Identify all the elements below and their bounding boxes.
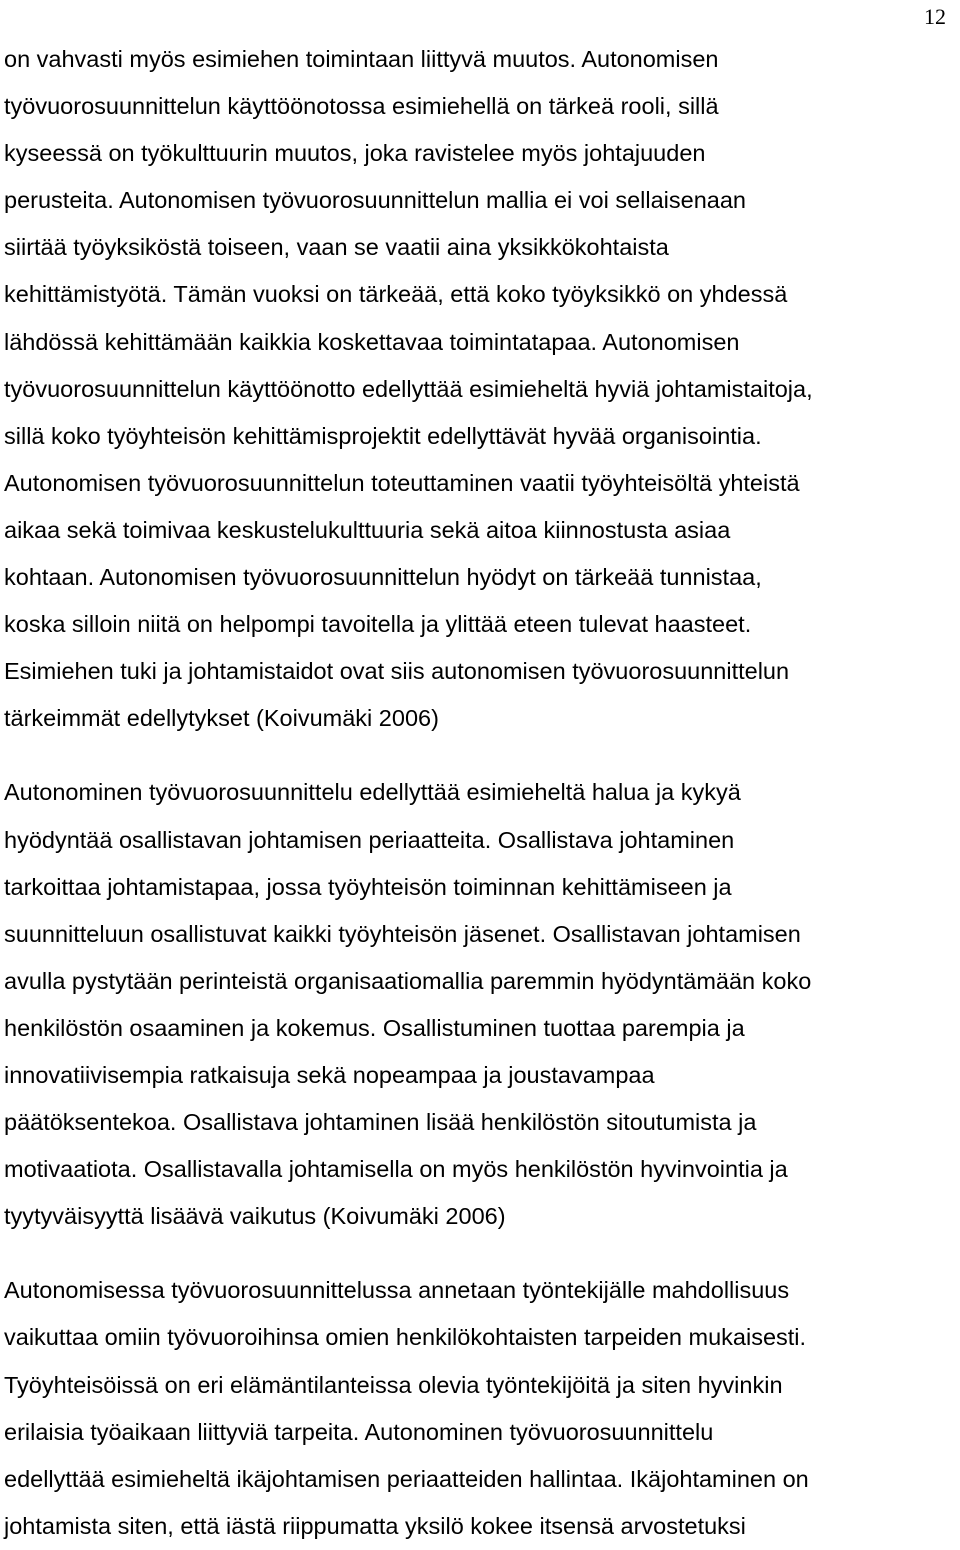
text-line: Työyhteisöissä on eri elämäntilanteissa olevia työntekijöitä ja siten hyvinkin: [4, 1371, 783, 1398]
paragraph-gap: [4, 742, 956, 769]
text-line: hyödyntää osallistavan johtamisen periaatteita. Osallistava johtaminen: [4, 826, 735, 853]
text-line: Esimiehen tuki ja johtamistaidot ovat siis autonomisen työvuorosuunnittelun: [4, 658, 790, 685]
document-body: [4, 36, 956, 1550]
text-line: tarkoittaa johtamistapaa, jossa työyhteisön toiminnan kehittämiseen ja: [4, 873, 732, 900]
text-line: työvuorosuunnittelun käyttöönotossa esimiehellä on tärkeä rooli, sillä: [4, 93, 719, 120]
text-line: siirtää työyksiköstä toiseen, vaan se vaatii aina yksikkökohtaista: [4, 234, 669, 261]
text-line: päätöksentekoa. Osallistava johtaminen lisää henkilöstön sitoutumista ja: [4, 1109, 757, 1136]
text-line: motivaatiota. Osallistavalla johtamisella on myös henkilöstön hyvinvointia ja: [4, 1156, 788, 1183]
paragraph: [4, 769, 956, 1240]
text-line: innovatiivisempia ratkaisuja sekä nopeampaa ja joustavampaa: [4, 1061, 655, 1088]
text-line: edellyttää esimieheltä ikäjohtamisen periaatteiden hallintaa. Ikäjohtaminen on: [4, 1465, 809, 1492]
text-line: Autonomisen työvuorosuunnittelun toteuttaminen vaatii työyhteisöltä yhteistä: [4, 469, 800, 496]
text-line: erilaisia työaikaan liittyviä tarpeita. Autonominen työvuorosuunnittelu: [4, 1418, 714, 1445]
text-line: kyseessä on työkulttuurin muutos, joka ravistelee myös johtajuuden: [4, 140, 706, 167]
text-line: lähdössä kehittämään kaikkia koskettavaa toimintatapaa. Autonomisen: [4, 328, 740, 355]
text-line: kehittämistyötä. Tämän vuoksi on tärkeää, että koko työyksikkö on yhdessä: [4, 281, 788, 308]
text-line: koska silloin niitä on helpompi tavoitella ja ylittää eteen tulevat haasteet.: [4, 611, 752, 638]
text-line: perusteita. Autonomisen työvuorosuunnittelun mallia ei voi sellaisenaan: [4, 187, 747, 214]
text-line: on vahvasti myös esimiehen toimintaan liittyvä muutos. Autonomisen: [4, 46, 719, 72]
paragraph: [4, 1267, 956, 1550]
text-line: vaikuttaa omiin työvuoroihinsa omien henkilökohtaisten tarpeiden mukaisesti.: [4, 1324, 807, 1351]
paragraph-gap: [4, 1240, 956, 1267]
text-line: kohtaan. Autonomisen työvuorosuunnittelun hyödyt on tärkeää tunnistaa,: [4, 564, 762, 591]
text-line: työvuorosuunnittelun käyttöönotto edellyttää esimieheltä hyviä johtamistaitoja,: [4, 375, 813, 402]
text-line: Autonominen työvuorosuunnittelu edellyttää esimieheltä halua ja kykyä: [4, 779, 741, 806]
text-line: tyytyväisyyttä lisäävä vaikutus (Koivumäki 2006): [4, 1203, 506, 1230]
text-line: avulla pystytään perinteistä organisaatiomallia paremmin hyödyntämään koko: [4, 967, 812, 994]
text-line: henkilöstön osaaminen ja kokemus. Osallistuminen tuottaa parempia ja: [4, 1014, 745, 1041]
text-line: aikaa sekä toimivaa keskustelukulttuuria sekä aitoa kiinnostusta asiaa: [4, 516, 731, 543]
text-line: suunnitteluun osallistuvat kaikki työyhteisön jäsenet. Osallistavan johtamisen: [4, 920, 801, 947]
paragraph: [4, 36, 956, 742]
text-line: Autonomisessa työvuorosuunnittelussa annetaan työntekijälle mahdollisuus: [4, 1277, 790, 1304]
text-line: johtamista siten, että iästä riippumatta yksilö kokee itsensä arvostetuksi: [4, 1512, 746, 1539]
text-line: sillä koko työyhteisön kehittämisprojektit edellyttävät hyvää organisointia.: [4, 422, 762, 449]
text-line: tärkeimmät edellytykset (Koivumäki 2006): [4, 705, 439, 732]
page-number: 12: [924, 4, 946, 29]
